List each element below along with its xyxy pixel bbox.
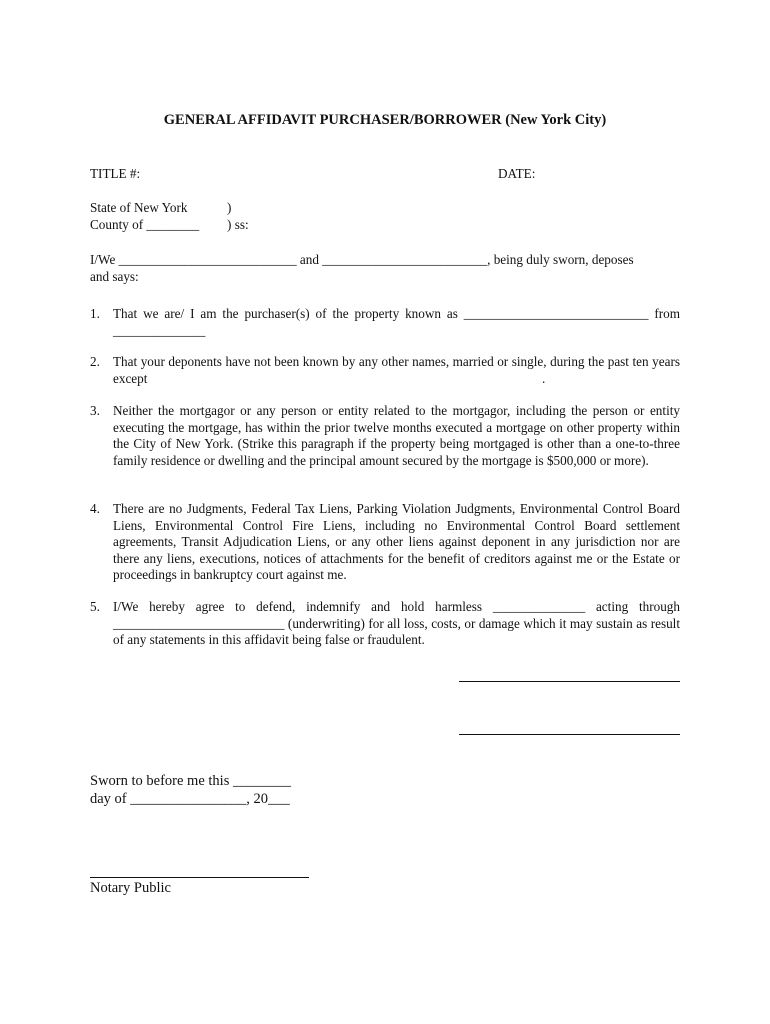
venue-paren: )	[227, 200, 232, 215]
intro-line-1: I/We ___________________________ and _________________________, being duly sworn, deposes	[90, 252, 634, 267]
document-title: GENERAL AFFIDAVIT PURCHASER/BORROWER (New York City)	[163, 112, 607, 128]
notary-signature-line[interactable]	[90, 877, 309, 878]
venue-state: State of New York	[90, 200, 188, 215]
item-text: Neither the mortgagor or any person or entity related to the mortgagor, including the person or entity executing the mortgage, has within the prior twelve months executed a mortgage on other property within the City of New York. (Strike this paragraph if the property being mortgaged is other than a one-to-three family residence or dwelling and the principal amount secured by the mortgage is $500,000 or more).	[113, 403, 680, 468]
item-2-trailing-period: .	[542, 371, 546, 386]
item-number: 3.	[90, 403, 100, 418]
list-item	[90, 599, 680, 649]
intro-line-2: and says:	[90, 269, 139, 284]
list-item	[90, 306, 680, 339]
sworn-line-1: Sworn to before me this ________	[90, 773, 291, 789]
venue-ss: ) ss:	[227, 217, 249, 232]
item-text: There are no Judgments, Federal Tax Liens, Parking Violation Judgments, Environmental Control Board Liens, Environmental Control Fire Liens, including no Environmental Control Board settlement agreements, Transit Adjudication Liens, or any other liens against deponent in any jurisdiction nor are there any liens, executions, notices of attachments for the benefit of creditors against me or the Estate or proceedings in bankruptcy court against me.	[113, 501, 680, 582]
date-label: DATE:	[498, 166, 536, 181]
list-item	[90, 354, 680, 387]
item-text: That your deponents have not been known by any other names, married or single, during the past ten years except	[113, 354, 680, 386]
item-number: 5.	[90, 599, 100, 614]
list-item	[90, 501, 680, 584]
item-text: That we are/ I am the purchaser(s) of the property known as ____________________________ from ______________	[113, 306, 680, 338]
signature-line-2[interactable]	[459, 734, 680, 735]
notary-public-label: Notary Public	[90, 880, 171, 896]
sworn-line-2: day of ________________, 20___	[90, 791, 290, 807]
item-number: 1.	[90, 306, 100, 321]
item-number: 2.	[90, 354, 100, 369]
venue-county: County of ________	[90, 217, 200, 232]
list-item	[90, 403, 680, 469]
item-number: 4.	[90, 501, 100, 516]
signature-line-1[interactable]	[459, 681, 680, 682]
item-text: I/We hereby agree to defend, indemnify and hold harmless ______________ acting through __________________________ (underwriting) for all loss, costs, or damage which it may sustain as result of any statements in this affidavit being false or fraudulent.	[113, 599, 680, 647]
title-number-label: TITLE #:	[90, 166, 141, 181]
